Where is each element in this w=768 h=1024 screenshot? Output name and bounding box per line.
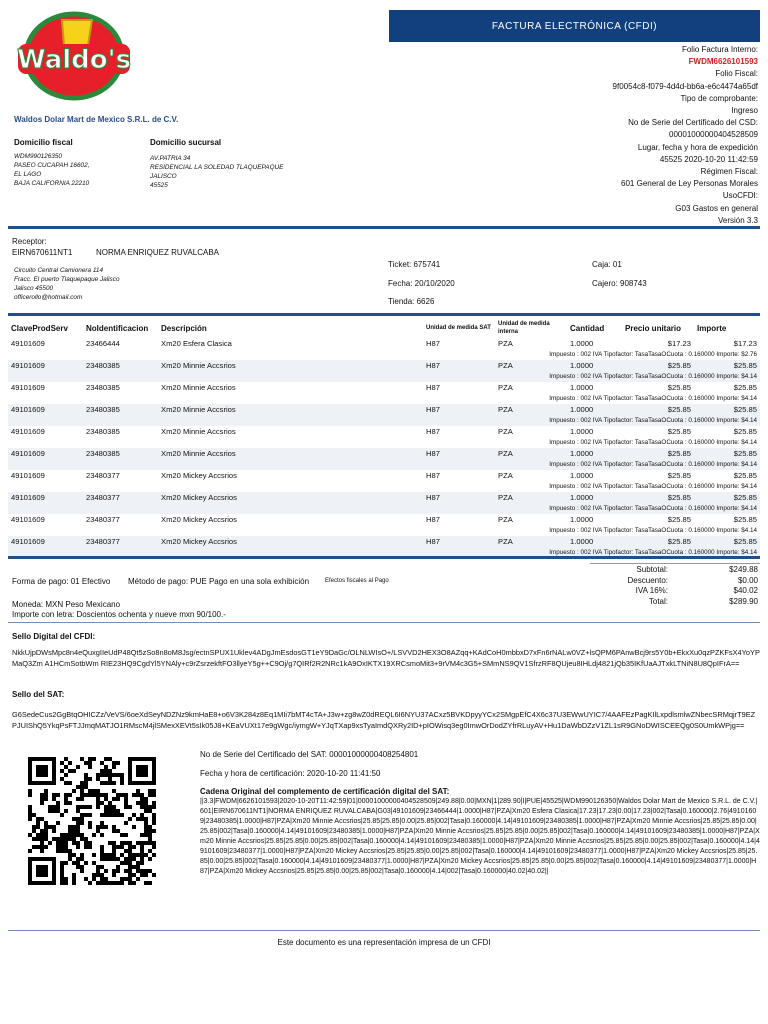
cell-clave: 49101609 — [11, 493, 45, 502]
divider — [8, 930, 760, 931]
table-row — [8, 360, 760, 371]
total-row — [558, 576, 758, 587]
branch-line: 45525 — [150, 182, 168, 189]
cell-amount: $25.85 — [733, 361, 757, 370]
cell-amount: $25.85 — [733, 515, 757, 524]
items-table — [8, 318, 760, 558]
cell-id: 23480377 — [86, 493, 120, 502]
tax-detail: Impuesto : 002 IVA Tipofactor: TasaTasaOCuota : 0.160000 Importe: $4.14 — [549, 373, 757, 380]
cell-qty: 1.0000 — [570, 493, 594, 502]
cell-id: 23480377 — [86, 515, 120, 524]
cajero: Cajero: 908743 — [592, 279, 647, 288]
cell-sat: H87 — [426, 339, 440, 348]
tax-row — [8, 349, 760, 360]
cell-price: $25.85 — [667, 515, 691, 524]
cell-amount: $25.85 — [733, 405, 757, 414]
col-header: ClaveProdServ — [11, 323, 68, 333]
branch-title: Domicilio sucursal — [150, 138, 222, 147]
cell-desc: Xm20 Minnie Accsrios — [161, 361, 236, 370]
divider — [8, 622, 760, 623]
tax-row — [8, 437, 760, 448]
document-type-banner: FACTURA ELECTRÓNICA (CFDI) — [389, 10, 760, 42]
tipo-value: Ingreso — [731, 106, 758, 116]
lugar-value: 45525 2020-10-20 11:42:59 — [659, 154, 758, 164]
cell-clave: 49101609 — [11, 515, 45, 524]
tax-detail: Impuesto : 002 IVA Tipofactor: TasaTasaOCuota : 0.160000 Importe: $4.14 — [549, 439, 757, 446]
cell-price: $25.85 — [667, 361, 691, 370]
receptor-address-line: Fracc. El puerto Tlaquepaque Jalisco — [14, 276, 120, 283]
totals — [558, 565, 758, 607]
cell-int: PZA — [498, 537, 513, 546]
forma-pago: Forma de pago: 01 Efectivo — [12, 577, 111, 586]
cfdi-seal-value: NkkUjpDWsMpc8n4eQuxgIIeUdP48Qt5zSo8n8oM8Jsg/ectnSPUX1Uklev4ADgJmEsdosGT1eY9DaGc/OLNLWIsO+/LSVVD2HEX3O8AZqq+KAdCoH0mbbxD7xFn6rNALw0VZ+lsQPM6PAnwBcj9rs5Y0b+EkxXu0qzPZKFsX4YoYPMaQ3Zm A1HCmSotbWm RIE23HQ9CgdYl5YNAly+c9rZsrzekftFO3llyeY5g++C9Oj/g7QIRf2R2NRc1kA9OxIKTX19XRCsmoMit3+9rVM4c3G5+SMmNS9QV1SfrzRF8QUjeu8IHLdj4821jQb35IKfUaAJTxkLTNiN8U8QpIFrA== — [12, 648, 760, 668]
cell-price: $17.23 — [667, 339, 691, 348]
cell-desc: Xm20 Mickey Accsrios — [161, 471, 237, 480]
caja: Caja: 01 — [592, 260, 622, 269]
table-row — [8, 382, 760, 393]
uso-value: G03 Gastos en general — [675, 203, 758, 213]
cell-id: 23480385 — [86, 427, 120, 436]
footer-text: Este documento es una representación impresa de un CFDI — [277, 938, 491, 947]
cell-int: PZA — [498, 493, 513, 502]
csd-value: 00001000000404528509 — [669, 130, 758, 140]
cfdi-seal-label: Sello Digital del CFDI: — [12, 632, 96, 641]
total-row — [558, 565, 758, 576]
fiscal-value: 9f0054c8-f079-4d4d-bb6a-e6c4474a65df — [612, 81, 758, 91]
total-label: Subtotal: — [636, 565, 668, 574]
cell-qty: 1.0000 — [570, 339, 594, 348]
cell-int: PZA — [498, 405, 513, 414]
moneda: Moneda: MXN Peso Mexicano — [12, 600, 121, 609]
table-header — [8, 318, 760, 338]
branch-line: RESIDENCIAL LA SOLEDAD TLAQUEPAQUE — [150, 164, 284, 171]
cell-desc: Xm20 Mickey Accsrios — [161, 537, 237, 546]
total-value: $249.88 — [729, 565, 758, 574]
cell-id: 23480385 — [86, 361, 120, 370]
col-header: Importe — [697, 323, 727, 333]
table-row — [8, 492, 760, 503]
cell-desc: Xm20 Mickey Accsrios — [161, 515, 237, 524]
cell-qty: 1.0000 — [570, 405, 594, 414]
cell-clave: 49101609 — [11, 405, 45, 414]
tax-detail: Impuesto : 002 IVA Tipofactor: TasaTasaOCuota : 0.160000 Importe: $4.14 — [549, 527, 757, 534]
lugar-label: Lugar, fecha y hora de expedición — [637, 142, 758, 152]
fecha: Fecha: 20/10/2020 — [388, 279, 455, 288]
cell-amount: $25.85 — [733, 537, 757, 546]
divider — [8, 556, 760, 559]
cadena-value: ||3.3|FWDM|6626101593|2020-10-20T11:42:59|01|00001000000404528509|249.88|0.00|MXN|1|289.90|I|PUE|45525|WDM990126350|Waldos Dolar Mart de Mexico S.R.L. de C.V.|601|EIRN670611NT1|NORMA ENRIQUEZ RUVALCABA|G03|49101609|23466444|1.0000|H87|PZA|Xm20 Esfera Clasica|17.23|17.23|0.00|17.23|002|Tasa|0.160000|2.76|49101609|23480385|1.0000|H87|PZA|Xm20 Minnie Accsrios|25.85|25.85|0.00|25.85|002|Tasa|0.160000|4.14|49101609|23480385|1.0000|H87|PZA|Xm20 Minnie Accsrios|25.85|25.85|0.00|25.85|002|Tasa|0.160000|4.14|49101609|23480385|1.0000|H87|PZA|Xm20 Minnie Accsrios|25.85|25.85|0.00|25.85|002|Tasa|0.160000|4.14|49101609|23480385|1.0000|H87|PZA|Xm20 Minnie Accsrios|25.85|25.85|0.00|25.85|002|Tasa|0.160000|4.14|49101609|23480385|1.0000|H87|PZA|Xm20 Minnie Accsrios|25.85|25.85|0.00|25.85|002|Tasa|0.160000|4.14|49101609|23480377|1.0000|H87|PZA|Xm20 Mickey Accsrios|25.85|25.85|0.00|25.85|002|Tasa|0.160000|4.14|49101609|23480377|1.0000|H87|PZA|Xm20 Mickey Accsrios|25.85|25.85|0.00|25.85|002|Tasa|0.160000|4.14|49101609|23480377|1.0000|H87|PZA|Xm20 Mickey Accsrios|25.85|25.85|0.00|25.85|002|Tasa|0.160000|4.14|49101609|23480377|1.0000|H87|PZA|Xm20 Mickey Accsrios|25.85|25.85|0.00|25.85|002|Tasa|0.160000|4.14|002|Tasa|0.160000|40.02|40.02|| — [200, 798, 760, 875]
col-header: NoIdentificacion — [86, 323, 149, 333]
cell-price: $25.85 — [667, 405, 691, 414]
cell-sat: H87 — [426, 427, 440, 436]
receptor-rfc: EIRN670611NT1 — [12, 248, 73, 257]
cell-sat: H87 — [426, 493, 440, 502]
cell-sat: H87 — [426, 383, 440, 392]
tax-detail: Impuesto : 002 IVA Tipofactor: TasaTasaOCuota : 0.160000 Importe: $4.14 — [549, 461, 757, 468]
receptor-label: Receptor: — [12, 237, 47, 246]
regimen-value: 601 General de Ley Personas Morales — [621, 179, 758, 189]
cell-desc: Xm20 Minnie Accsrios — [161, 427, 236, 436]
branch-address — [150, 138, 283, 190]
cell-amount: $17.23 — [733, 339, 757, 348]
cell-amount: $25.85 — [733, 449, 757, 458]
tax-row — [8, 393, 760, 404]
cell-desc: Xm20 Minnie Accsrios — [161, 383, 236, 392]
version: Versión 3.3 — [717, 215, 758, 225]
fiscal-title: Domicilio fiscal — [14, 138, 73, 147]
cell-qty: 1.0000 — [570, 471, 594, 480]
metodo-pago: Método de pago: PUE Pago en una sola exhibición — [128, 577, 310, 586]
cell-qty: 1.0000 — [570, 537, 594, 546]
cell-id: 23480385 — [86, 405, 120, 414]
svg-text:Waldo's: Waldo's — [16, 45, 132, 75]
table-row — [8, 426, 760, 437]
tax-detail: Impuesto : 002 IVA Tipofactor: TasaTasaOCuota : 0.160000 Importe: $4.14 — [549, 549, 757, 556]
tax-row — [8, 459, 760, 470]
col-header: Unidad de medida interna — [498, 321, 550, 335]
table-row — [8, 404, 760, 415]
certification-date: Fecha y hora de certificación: 2020-10-20 11:41:50 — [200, 769, 381, 778]
company-name: Waldos Dolar Mart de Mexico S.R.L. de C.V. — [14, 115, 179, 124]
folio-label: Folio Factura Interno: — [681, 45, 758, 54]
qr-code — [28, 757, 156, 885]
divider — [8, 313, 760, 316]
cell-clave: 49101609 — [11, 427, 45, 436]
cell-int: PZA — [498, 361, 513, 370]
cell-id: 23466444 — [86, 339, 120, 348]
total-label: IVA 16%: — [635, 586, 668, 595]
tax-detail: Impuesto : 002 IVA Tipofactor: TasaTasaOCuota : 0.160000 Importe: $2.76 — [549, 351, 757, 358]
cell-sat: H87 — [426, 405, 440, 414]
cell-clave: 49101609 — [11, 361, 45, 370]
col-header: Descripción — [161, 323, 207, 333]
cell-price: $25.85 — [667, 537, 691, 546]
folio-value: FWDM6626101593 — [688, 57, 758, 67]
cell-qty: 1.0000 — [570, 515, 594, 524]
cell-clave: 49101609 — [11, 471, 45, 480]
cell-id: 23480377 — [86, 537, 120, 546]
cell-sat: H87 — [426, 449, 440, 458]
cell-amount: $25.85 — [733, 471, 757, 480]
fiscal-label: Folio Fiscal: — [715, 69, 758, 79]
cell-desc: Xm20 Minnie Accsrios — [161, 405, 236, 414]
col-header: Cantidad — [570, 323, 605, 333]
table-row — [8, 514, 760, 525]
tax-row — [8, 525, 760, 536]
receptor-email: officerollo@hotmail.com — [14, 294, 83, 301]
cell-price: $25.85 — [667, 427, 691, 436]
cell-sat: H87 — [426, 361, 440, 370]
cell-qty: 1.0000 — [570, 361, 594, 370]
total-value: $40.02 — [733, 586, 758, 595]
sat-seal-label: Sello del SAT: — [12, 690, 65, 699]
cell-int: PZA — [498, 339, 513, 348]
cell-desc: Xm20 Mickey Accsrios — [161, 493, 237, 502]
cell-clave: 49101609 — [11, 449, 45, 458]
cell-id: 23480385 — [86, 383, 120, 392]
cell-clave: 49101609 — [11, 537, 45, 546]
regimen-label: Régimen Fiscal: — [700, 167, 758, 177]
cell-qty: 1.0000 — [570, 383, 594, 392]
cell-qty: 1.0000 — [570, 427, 594, 436]
tax-detail: Impuesto : 002 IVA Tipofactor: TasaTasaOCuota : 0.160000 Importe: $4.14 — [549, 505, 757, 512]
efectos-fiscales: Efectos fiscales al Pago — [325, 578, 389, 584]
receptor-name: NORMA ENRIQUEZ RUVALCABA — [96, 248, 219, 257]
cell-id: 23480385 — [86, 449, 120, 458]
tienda: Tienda: 6626 — [388, 297, 435, 306]
cell-amount: $25.85 — [733, 383, 757, 392]
tax-row — [8, 503, 760, 514]
tipo-label: Tipo de comprobante: — [680, 93, 758, 103]
total-value: $0.00 — [737, 575, 758, 585]
invoice-info — [458, 44, 758, 227]
table-row — [8, 448, 760, 459]
tax-detail: Impuesto : 002 IVA Tipofactor: TasaTasaOCuota : 0.160000 Importe: $4.14 — [549, 483, 757, 490]
cell-desc: Xm20 Esfera Clasica — [161, 339, 232, 348]
total-row — [558, 597, 758, 608]
cell-price: $25.85 — [667, 493, 691, 502]
receptor-address-line: Jalisco 45500 — [14, 285, 54, 292]
cell-sat: H87 — [426, 471, 440, 480]
total-value: $289.90 — [729, 596, 758, 606]
tax-row — [8, 371, 760, 382]
cell-int: PZA — [498, 471, 513, 480]
table-row — [8, 470, 760, 481]
cell-clave: 49101609 — [11, 339, 45, 348]
importe-letra: Importe con letra: Doscientos ochenta y nueve mxn 90/100.- — [12, 610, 226, 619]
sat-certificate: No de Serie del Certificado del SAT: 00001000000408254801 — [200, 750, 419, 759]
cell-price: $25.85 — [667, 449, 691, 458]
tax-detail: Impuesto : 002 IVA Tipofactor: TasaTasaOCuota : 0.160000 Importe: $4.14 — [549, 395, 757, 402]
tax-row — [8, 481, 760, 492]
tax-row — [8, 415, 760, 426]
divider — [8, 226, 760, 229]
branch-line: AV.PATRIA 34 — [150, 155, 191, 162]
fiscal-line: WDM990126350 — [14, 153, 62, 160]
totals-line — [590, 563, 760, 564]
sat-seal-value: G6SedeCus2GgBtqOHICZz/VeVS/6oeXdSeyNDZNz9kmHaE8+o6V3K284z8Eq1MIi7bMT4cTA+J3w+zg8wZ0dREQL6I6NYU37ACxz5BVKDpyyYCx2SMgpEfC4X6c37U3EWwUYIC7/4AAFEzPagKIlLxpdlsmlwZNbecSRMqjrT9EZPJUIShQ5YkqPsFTJJmqMATJO1RMscM4jlSMexXEVt5sIk05J8+KEaVUXt17e9gWgc/iymgW+YJqTXap9xsTyaImdQXRy2ID+pIOWisq3eg0ImwOrDodZYfrRLuyAV+Hu1DaWbDZzV1ZL1sR9GNoDWISCEEQg0S0UmkWPjg== — [12, 710, 756, 730]
csd-label: No de Serie del Certificado del CSD: — [628, 118, 758, 128]
total-label: Total: — [648, 596, 668, 606]
receptor-address — [14, 266, 120, 302]
cell-amount: $25.85 — [733, 493, 757, 502]
cell-int: PZA — [498, 449, 513, 458]
uso-label: UsoCFDI: — [722, 191, 758, 201]
col-header: Unidad de medida SAT — [426, 325, 491, 331]
fiscal-line: EL LAGO — [14, 171, 42, 178]
cell-sat: H87 — [426, 537, 440, 546]
cell-int: PZA — [498, 383, 513, 392]
cell-price: $25.85 — [667, 383, 691, 392]
cell-int: PZA — [498, 515, 513, 524]
receptor-address-line: Circuito Central Camionera 114 — [14, 267, 104, 274]
total-label: Descuento: — [627, 575, 668, 585]
cell-sat: H87 — [426, 515, 440, 524]
cell-int: PZA — [498, 427, 513, 436]
fiscal-address — [14, 138, 89, 188]
cell-clave: 49101609 — [11, 383, 45, 392]
cell-amount: $25.85 — [733, 427, 757, 436]
cell-qty: 1.0000 — [570, 449, 594, 458]
col-header: Precio unitario — [625, 323, 682, 333]
cell-desc: Xm20 Minnie Accsrios — [161, 449, 236, 458]
cell-id: 23480377 — [86, 471, 120, 480]
table-row — [8, 536, 760, 547]
waldos-logo — [14, 10, 134, 102]
tax-detail: Impuesto : 002 IVA Tipofactor: TasaTasaOCuota : 0.160000 Importe: $4.14 — [549, 417, 757, 424]
ticket: Ticket: 675741 — [388, 260, 441, 269]
fiscal-line: PASEO CUCAPAH 16602, — [14, 162, 90, 169]
table-row — [8, 338, 760, 349]
cell-price: $25.85 — [667, 471, 691, 480]
total-row — [558, 586, 758, 597]
fiscal-line: BAJA CALIFORNIA 22210 — [14, 180, 90, 187]
cadena-label: Cadena Original del complemento de certificación digital del SAT: — [200, 787, 450, 796]
branch-line: JALISCO — [150, 173, 177, 180]
